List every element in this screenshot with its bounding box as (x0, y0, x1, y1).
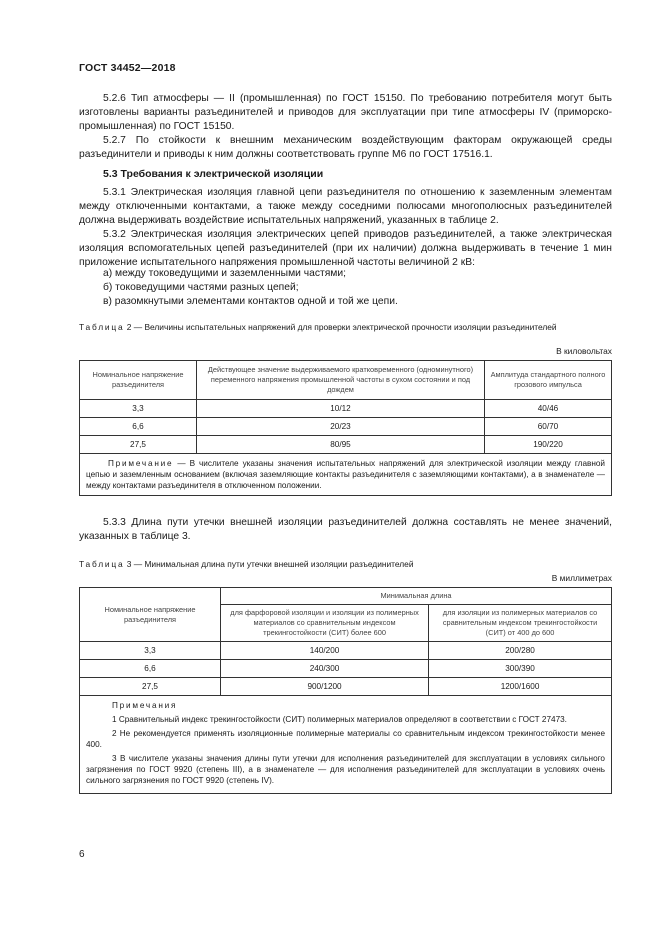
table-row (80, 436, 612, 454)
table-cell: 1200/1600 (429, 678, 612, 696)
paragraph-text: 5.3.1 Электрическая изоляция главной цепи разъединителя по отношению к заземленным элементам между отключенными контактами, а также между соседними полюсами многополюсных разъединителей должна выдерживать воздействие испытательных напряжений, указанных в таблице 2. (79, 187, 612, 226)
table-cell: 10/12 (197, 400, 485, 418)
list-item-text: б) токоведущими частями разных цепей; (103, 282, 299, 293)
column-header: для фарфоровой изоляции и изоляции из полимерных материалов со сравнительным индексом трекингостойкости (СИТ) более 600 (221, 605, 429, 642)
note-text: — В числителе указаны значения испытательных напряжений для электрической изоляции между главной цепью и заземленным основанием (включая заземляющие контакты разъединителя с заземляющими контактами), а в знаменателе — между контактами разъединителя в отключенном положении. (86, 459, 605, 490)
note-item: 2 Не рекомендуется применять изоляционные полимерные материалы со сравнительным индексом трекингостойкости менее 400. (86, 729, 605, 749)
table-cell: 900/1200 (221, 678, 429, 696)
document-header: ГОСТ 34452—2018 (79, 62, 176, 74)
table-notes-row (80, 696, 612, 794)
column-header: Амплитуда стандартного полного грозового импульса (485, 361, 612, 400)
table-cell: 27,5 (80, 436, 197, 454)
table-3-units: В миллиметрах (551, 573, 612, 583)
table-cell: 3,3 (80, 642, 221, 660)
caption-label: Таблица (79, 559, 125, 569)
section-heading-5-3: 5.3 Требования к электрической изоляции (103, 168, 324, 180)
caption-label: Таблица (79, 322, 125, 332)
paragraph-text: 5.2.6 Тип атмосферы — II (промышленная) по ГОСТ 15150. По требованию потребителя могут быть изготовлены варианты разъединителей и приводов для эксплуатации при типе атмосферы IV (приморско-промышленная) по ГОСТ 15150. (79, 93, 612, 132)
table-cell: 3,3 (80, 400, 197, 418)
table-cell: 300/390 (429, 660, 612, 678)
column-group-header: Минимальная длина (221, 588, 612, 605)
caption-text: 2 — Величины испытательных напряжений для проверки электрической прочности изоляции разъединителей (126, 322, 557, 332)
table-cell: 190/220 (485, 436, 612, 454)
table-3-caption (79, 559, 612, 570)
table-3 (79, 587, 612, 794)
table-header-row (80, 361, 612, 400)
column-header: Действующее значение выдерживаемого кратковременного (одноминутного) переменного напряжения промышленной частоты в сухом состоянии и под дождем (197, 361, 485, 400)
table-cell: 60/70 (485, 418, 612, 436)
table-cell: 40/46 (485, 400, 612, 418)
list-item-text: в) разомкнутыми элементами контактов одной и той же цепи. (103, 296, 398, 307)
table-cell: 6,6 (80, 660, 221, 678)
paragraph-5-3-1 (79, 186, 612, 228)
table-cell: 200/280 (429, 642, 612, 660)
table-cell: 27,5 (80, 678, 221, 696)
note-item: 1 Сравнительный индекс трекингостойкости (СИТ) полимерных материалов определяют в соответствии с ГОСТ 27473. (112, 715, 567, 724)
notes-title (86, 700, 605, 711)
table-cell: 240/300 (221, 660, 429, 678)
page-number: 6 (79, 849, 85, 860)
paragraph-5-2-7 (79, 134, 612, 162)
table-notes (80, 696, 612, 794)
table-cell: 20/23 (197, 418, 485, 436)
paragraph-5-2-6 (79, 92, 612, 134)
table-2 (79, 360, 612, 496)
table-2-units: В киловольтах (556, 346, 612, 356)
list-item (79, 281, 612, 295)
table-header-row (80, 588, 612, 605)
table-note (80, 454, 612, 496)
paragraph-text: 5.3.3 Длина пути утечки внешней изоляции разъединителей должна составлять не менее значений, указанных в таблице 3. (79, 517, 612, 542)
table-2-caption (79, 322, 612, 333)
caption-text: 3 — Минимальная длина пути утечки внешней изоляции разъединителей (126, 559, 414, 569)
table-cell: 140/200 (221, 642, 429, 660)
table-row (80, 678, 612, 696)
table-row (80, 642, 612, 660)
table-note-row (80, 454, 612, 496)
list-5-3-2 (79, 267, 612, 309)
list-item-text: а) между токоведущими и заземленными частями; (103, 268, 346, 279)
paragraph-5-3-3 (79, 516, 612, 544)
list-item (79, 295, 612, 309)
note-label: Примечание (108, 459, 174, 468)
column-header: Номинальное напряжение разъединителя (80, 588, 221, 642)
table-cell: 6,6 (80, 418, 197, 436)
notes-title-text: Примечания (112, 701, 178, 710)
note-item: 3 В числителе указаны значения длины пути утечки для исполнения разъединителей для эксплуатации в условиях сильного загрязнения по ГОСТ 9920 (степень III), а в знаменателе — для исполнения разъединителей для эксплуатации в условиях очень сильного загрязнения по ГОСТ 9920 (степень IV). (86, 754, 605, 785)
table-cell: 80/95 (197, 436, 485, 454)
list-item (79, 267, 612, 281)
paragraph-text: 5.3.2 Электрическая изоляция электрических цепей приводов разъединителей, а также электрическая изоляция вспомогательных цепей разъединителей (при их наличии) должна выдерживать в течение 1 мин приложение испытательного напряжения промышленной частоты величиной 2 кВ: (79, 229, 612, 268)
column-header: для изоляции из полимерных материалов со сравнительным индексом трекингостойкости (СИТ) от 400 до 600 (429, 605, 612, 642)
table-row (80, 418, 612, 436)
table-row (80, 660, 612, 678)
paragraph-5-3-2 (79, 228, 612, 270)
paragraph-text: 5.2.7 По стойкости к внешним механическим воздействующим факторам окружающей среды разъединители и приводы к ним должны соответствовать группе М6 по ГОСТ 17516.1. (79, 135, 612, 160)
column-header: Номинальное напряжение разъединителя (80, 361, 197, 400)
table-row (80, 400, 612, 418)
